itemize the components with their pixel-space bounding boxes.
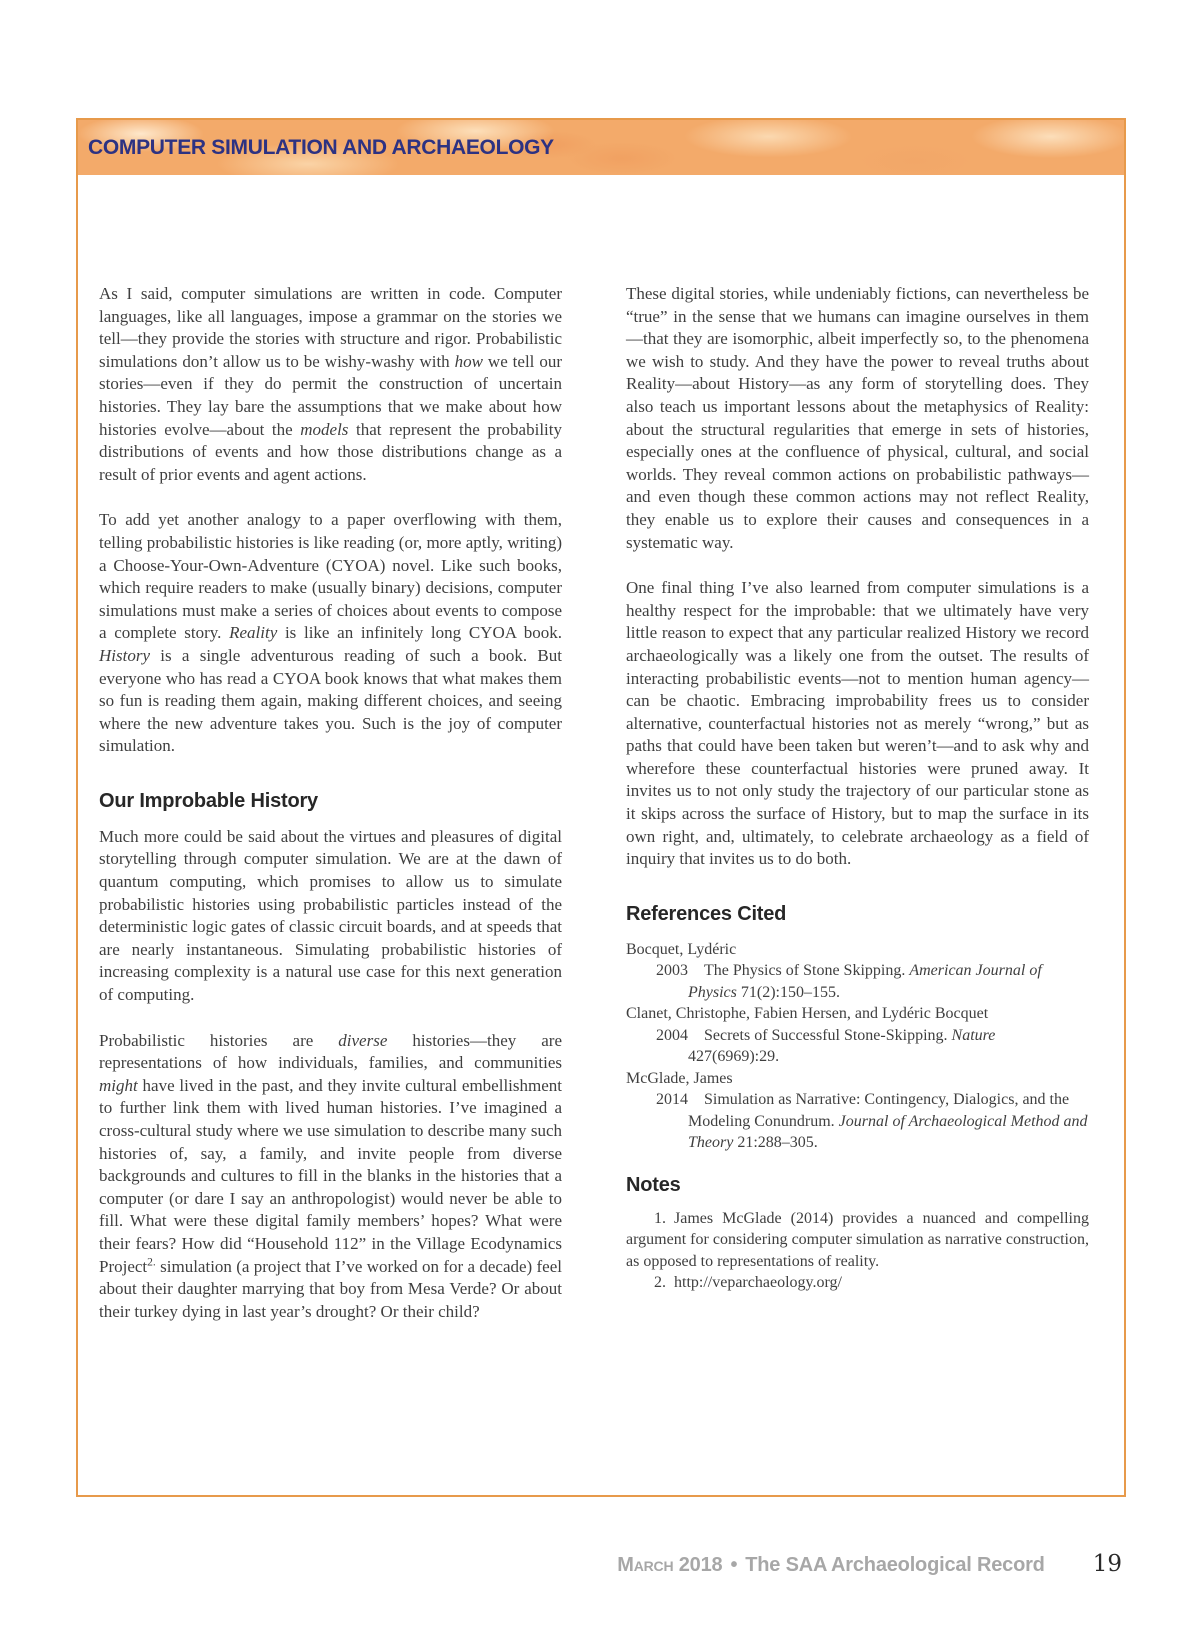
section-heading: Our Improbable History: [99, 789, 318, 812]
page-number: 19: [1092, 1551, 1122, 1577]
content-box: [76, 118, 1126, 1497]
text-run: One final thing I’ve also learned from computer simulations is a healthy respect for the improbable: that we ultimately have very little reason to expect that any particular realized History we record archaeologically was a likely one from the outset. The results of interacting probabilistic events—not to mention human agency—can be chaotic. Embracing improbability frees us to consider alternative, counterfactual histories not as merely “wrong,” but as paths that could have been taken but weren’t—and to ask why and wherefore these counterfactual histories were pruned away. It invites us to not only study the trajectory of our particular stone as it skips across the surface of History, but to map the surface in its own right, and, ultimately, to celebrate archaeology as a field of inquiry that invites us to do both.: [626, 578, 1089, 869]
text-run: Probabilistic histories are: [99, 1030, 339, 1050]
italic-text: Nature: [951, 1026, 996, 1044]
italic-text: American Journal of Physics: [688, 962, 1042, 1001]
note-item: [626, 1208, 1089, 1273]
text-run: is like an infinitely long CYOA book.: [277, 623, 563, 643]
text-run: is a single adventurous reading of such a book. But everyone who has read a CYOA book knows that what makes them so fun is reading them again, making different choices, and seeing where the new adventure takes you. Such is the joy of computer simulation.: [99, 645, 562, 756]
reference-author: Bocquet, Lydéric: [626, 940, 737, 958]
text-run: 2. http://veparchaeology.org/: [654, 1274, 842, 1292]
text-run: 21:288–305.: [733, 1134, 818, 1152]
body-paragraph: [99, 509, 562, 758]
text-run: we tell our stories—even if they do permit the construction of uncertain histories. They lay bare the assumptions that we make about how histories evolve—about the: [99, 351, 563, 439]
italic-text: Journal of Archaeological Method and Theory: [688, 1112, 1088, 1152]
text-run: 427(6969):29.: [688, 1048, 780, 1066]
section-banner: [78, 120, 1124, 175]
text-run: 2014 Simulation as Narrative: Contingency, Dialogics, and the Modeling Conundrum.: [656, 1091, 1070, 1130]
text-run: that represent the probability distributions of events and how those distributions change as a result of prior events and agent actions.: [99, 419, 562, 484]
section-heading: References Cited: [626, 902, 787, 925]
right-column: [626, 283, 1089, 1346]
text-run: 2003 The Physics of Stone Skipping.: [656, 962, 910, 980]
italic-text: how: [454, 351, 483, 371]
text-run: simulation (a project that I’ve worked on for a decade) feel about their daughter marrying that boy from Mesa Verde? Or about their turkey dying in last year’s drought? Or their child?: [99, 1256, 562, 1321]
text-run: Much more could be said about the virtues and pleasures of digital storytelling through computer simulation. We are at the dawn of quantum computing, which promises to allow us to simulate probabilistic histories using probabilistic particles instead of the deterministic logic gates of classic circuit boards, and at speeds that are nearly instantaneous. Simulating probabilistic histories of increasing complexity is a natural use case for this next generation of computing.: [99, 826, 562, 1005]
italic-text: models: [300, 419, 349, 439]
text-run: 2004 Secrets of Successful Stone-Skipping.: [656, 1026, 952, 1044]
text-run: histories—they are representations of how individuals, families, and communities: [99, 1030, 562, 1073]
text-run: 1. James McGlade (2014) provides a nuanced and compelling argument for considering computer simulation as narrative construction, as opposed to representations of reality.: [626, 1209, 1089, 1270]
text-run: To add yet another analogy to a paper overflowing with them, telling probabilistic histories is like reading (or, more aptly, writing) a Choose-Your-Own-Adventure (CYOA) novel. Like such books, which require readers to make (usually binary) decisions, computer simulations must make a series of choices about events to compose a complete story.: [99, 510, 562, 643]
reference-entry: [626, 960, 1089, 1003]
text-run: As I said, computer simulations are written in code. Computer languages, like all languages, impose a grammar on the stories we tell—they provide the stories with structure and rigor. Probabilistic simulations don’t allow us to be wishy-washy with: [99, 284, 562, 371]
reference-entry: [626, 1025, 1089, 1068]
italic-text: History: [99, 645, 150, 665]
footnote-marker: 2.: [147, 1254, 156, 1268]
page-footer: [617, 1551, 1122, 1577]
footer-journal-line: [617, 1554, 1044, 1577]
italic-text: Reality: [229, 623, 278, 643]
body-paragraph: [626, 577, 1089, 871]
section-banner-title: COMPUTER SIMULATION AND ARCHAEOLOGY: [88, 135, 554, 159]
reference-author: McGlade, James: [626, 1069, 733, 1087]
body-paragraph: [99, 1030, 562, 1324]
note-item: [626, 1272, 1089, 1294]
reference-entry: [626, 1089, 1089, 1154]
reference-author: Clanet, Christophe, Fabien Hersen, and Lydéric Bocquet: [626, 1005, 989, 1023]
text-run: have lived in the past, and they invite cultural embellishment to further link them with lived human histories. I’ve imagined a cross-cultural study where we use simulation to describe many such histories of, say, a family, and invite people from diverse backgrounds and cultures to fill in the blanks in the histories that a computer (or dare I say an anthropologist) would never be able to fill. What were these digital family members’ hopes? What were their fears? How did “Household 112” in the Village Ecodynamics Project: [99, 1075, 562, 1276]
left-column: [99, 283, 562, 1346]
text-run: 71(2):150–155.: [736, 983, 840, 1001]
body-paragraph: [99, 826, 562, 1007]
section-heading: Notes: [626, 1173, 681, 1196]
italic-text: might: [99, 1075, 138, 1095]
article-columns: [78, 175, 1124, 1346]
footer-issue: March 2018: [617, 1554, 723, 1576]
body-paragraph: [626, 283, 1089, 554]
footer-bullet-icon: •: [730, 1554, 738, 1576]
footer-journal-title: The SAA Archaeological Record: [745, 1554, 1045, 1576]
italic-text: diverse: [338, 1030, 388, 1050]
text-run: These digital stories, while undeniably fictions, can nevertheless be “true” in the sense that we humans can imagine ourselves in them—that they are isomorphic, albeit imperfectly so, to the phenomena we wish to study. And they have the power to reveal truths about Reality—about History—as any form of storytelling does. They also teach us important lessons about the metaphysics of Reality: about the structural regularities that emerge in sets of histories, especially ones at the confluence of physical, cultural, and social worlds. They reveal common actions on probabilistic pathways—and even though these common actions may not reflect Reality, they enable us to explore their causes and consequences in a systematic way.: [626, 284, 1089, 552]
body-paragraph: [99, 283, 562, 486]
